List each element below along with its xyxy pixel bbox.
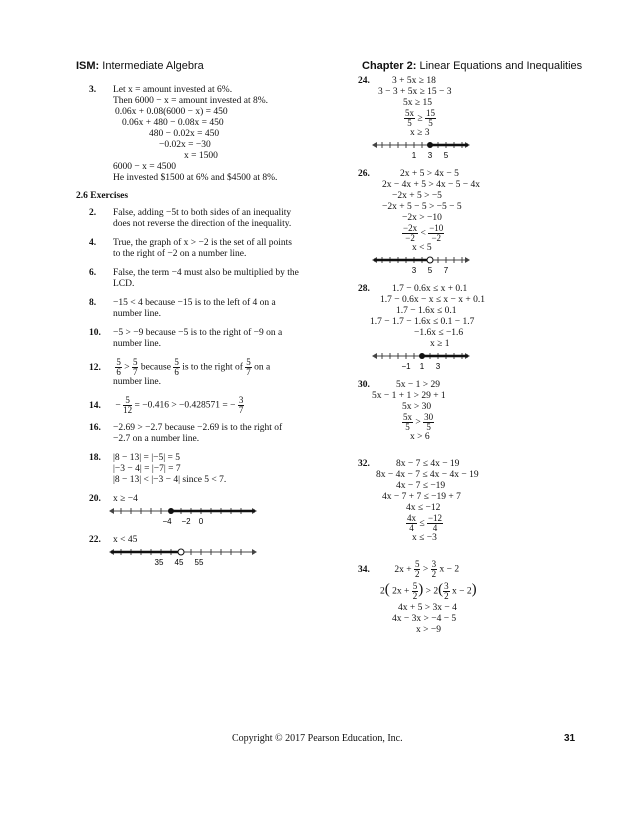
problem-number: 24. xyxy=(358,76,370,86)
relation: ≤ xyxy=(419,518,425,529)
fraction xyxy=(414,560,421,579)
tick-label: 45 xyxy=(174,558,184,567)
fraction xyxy=(443,582,450,601)
equation-line: |−3 − 4| = |−7| = 7 xyxy=(113,464,181,474)
text-fragment: because xyxy=(140,362,171,373)
numerator: −10 xyxy=(429,223,444,233)
numerator: 3 xyxy=(431,559,437,569)
denominator: 5 xyxy=(426,422,431,432)
equation-line: 5x − 1 > 29 xyxy=(396,380,440,390)
denominator: 7 xyxy=(238,405,244,415)
equation-line: −2x + 5 > −5 xyxy=(392,191,442,201)
right-column xyxy=(358,76,598,636)
numerator: 5 xyxy=(246,357,251,367)
equation-line: 1.7 − 1.6x ≤ 0.1 xyxy=(396,306,457,316)
denominator: 7 xyxy=(246,367,251,377)
problem-32 xyxy=(358,459,598,544)
fraction xyxy=(427,514,443,533)
text-line: to the right of −2 on a number line. xyxy=(113,249,247,259)
problem-8 xyxy=(89,298,339,320)
text-line: True, the graph of x > −2 is the set of all points xyxy=(113,238,292,248)
tick-label: 1 xyxy=(419,362,425,371)
denominator: 7 xyxy=(132,367,138,377)
problem-number: 14. xyxy=(89,400,101,411)
denominator: 4 xyxy=(432,523,438,533)
text-line: Let x = amount invested at 6%. xyxy=(113,85,233,95)
problem-number: 6. xyxy=(89,268,97,278)
equation-fragment: x − 2 xyxy=(439,564,460,575)
text-line: number line. xyxy=(113,339,162,349)
denominator: 5 xyxy=(428,118,433,128)
equation-fragment: = −0.416 > −0.428571 = − xyxy=(134,400,236,411)
denominator: 4 xyxy=(409,523,414,533)
minus-sign: − xyxy=(115,400,121,411)
running-header-right xyxy=(362,60,582,72)
problem-number: 28. xyxy=(358,284,370,294)
problem-3 xyxy=(89,85,339,184)
closed-endpoint xyxy=(168,508,174,514)
equation-line: |8 − 13| = |−5| = 5 xyxy=(113,453,181,463)
tick-label: −4 xyxy=(162,517,172,526)
tick-label: 5 xyxy=(443,151,449,160)
numerator: 5x xyxy=(403,412,412,422)
coefficient: 2 xyxy=(380,586,385,597)
tick-label: −2 xyxy=(181,517,191,526)
numerator: −2x xyxy=(403,223,418,233)
problem-number: 3. xyxy=(89,85,97,95)
solution: x ≥ 1 xyxy=(430,339,450,349)
equation-fragment: > 2 xyxy=(425,586,439,597)
problem-28 xyxy=(358,284,598,372)
relation: ≥ xyxy=(417,113,423,124)
equation-line: −1.6x ≤ −1.6 xyxy=(414,328,464,338)
text-line: False, adding −5t to both sides of an inequality xyxy=(113,208,292,218)
equation-line: 1.7 − 0.6x ≤ x + 0.1 xyxy=(392,284,468,294)
solution: x > −9 xyxy=(416,625,441,635)
tick-label: 3 xyxy=(427,151,433,160)
equation-line: 8x − 4x − 7 ≤ 4x − 4x − 19 xyxy=(376,470,479,480)
numerator: 5 xyxy=(412,581,418,591)
tick-label: 0 xyxy=(198,517,204,526)
tick-label: −1 xyxy=(401,362,411,371)
tick-label: 1 xyxy=(411,151,417,160)
solution: x < 5 xyxy=(412,243,432,253)
problem-number: 16. xyxy=(89,423,101,433)
problem-number: 10. xyxy=(89,328,101,338)
denominator: 6 xyxy=(174,367,179,377)
numerator: 3 xyxy=(238,395,244,405)
open-endpoint xyxy=(427,257,433,263)
equation-line: |8 − 13| < |−3 − 4| since 5 < 7. xyxy=(113,475,227,485)
equation-line: −2x + 5 − 5 > −5 − 5 xyxy=(382,202,462,212)
book-abbrev: ISM: xyxy=(76,60,100,72)
text-line: Then 6000 − x = amount invested at 8%. xyxy=(113,96,269,106)
relation: < xyxy=(420,228,426,239)
problem-26 xyxy=(358,169,598,276)
fraction xyxy=(123,396,132,415)
number-line xyxy=(109,505,259,527)
text-line: number line. xyxy=(113,309,162,319)
inequality: x < 45 xyxy=(113,535,138,545)
solution: x ≥ 3 xyxy=(410,128,430,138)
problem-number: 2. xyxy=(89,208,97,218)
problem-14 xyxy=(89,396,339,415)
number-line xyxy=(109,546,259,568)
text-line: −5 > −9 because −5 is to the right of −9 on a xyxy=(113,328,283,338)
equation-line: 8x − 7 ≤ 4x − 19 xyxy=(396,459,460,469)
inequality: x ≥ −4 xyxy=(113,494,138,504)
relation: > xyxy=(124,362,130,373)
numerator: 15 xyxy=(425,108,435,118)
denominator: 5 xyxy=(407,118,412,128)
fraction xyxy=(425,109,436,128)
problem-24 xyxy=(358,76,598,161)
closed-endpoint xyxy=(419,353,425,359)
text-line: False, the term −4 must also be multiplied by the xyxy=(113,268,299,278)
tick-label: 7 xyxy=(443,266,449,275)
denominator: −2 xyxy=(431,233,442,243)
numerator: 5 xyxy=(174,357,179,367)
equation-line: 4x ≤ −12 xyxy=(406,503,441,513)
tick-label: 3 xyxy=(435,362,441,371)
denominator: 2 xyxy=(444,591,449,601)
numerator: −12 xyxy=(427,513,443,523)
problem-number: 20. xyxy=(89,494,101,504)
text-fragment: on a xyxy=(254,362,271,373)
equation-line: x = 1500 xyxy=(184,151,218,161)
equation-line: 0.06x + 0.08(6000 − x) = 450 xyxy=(115,107,228,117)
problem-16 xyxy=(89,423,339,445)
fraction xyxy=(115,358,122,377)
equation-line: 3 − 3 + 5x ≥ 15 − 3 xyxy=(378,87,452,97)
problem-22 xyxy=(89,535,339,568)
open-endpoint xyxy=(178,549,184,555)
number-line xyxy=(372,139,472,161)
left-column xyxy=(76,85,339,568)
problem-6 xyxy=(89,268,339,290)
equation-line: −0.02x = −30 xyxy=(159,140,211,150)
equation-fragment: 2x + xyxy=(394,564,412,575)
equation-line: 4x + 5 > 3x − 4 xyxy=(398,603,457,613)
fraction xyxy=(406,514,417,533)
equation-line: 4x − 7 + 7 ≤ −19 + 7 xyxy=(382,492,461,502)
relation: > xyxy=(422,564,429,575)
denominator: 2 xyxy=(414,569,420,579)
chapter-label: Chapter 2: xyxy=(362,60,417,72)
equation-line: 480 − 0.02x = 450 xyxy=(149,129,220,139)
text-line: He invested $1500 at 6% and $4500 at 8%. xyxy=(113,173,278,183)
equation-line: 2x − 4x + 5 > 4x − 5 − 4x xyxy=(382,180,481,190)
number-line xyxy=(372,254,472,276)
numerator: 5x xyxy=(405,108,414,118)
fraction xyxy=(238,396,245,415)
fraction xyxy=(404,109,415,128)
equation-line: −2x > −10 xyxy=(402,213,442,223)
problem-30 xyxy=(358,380,598,443)
numerator: 5 xyxy=(414,559,420,569)
text-fragment: is to the right of xyxy=(182,362,243,373)
problem-12 xyxy=(89,358,339,388)
problem-2 xyxy=(89,208,339,230)
equation-line: 5x > 30 xyxy=(402,402,432,412)
numerator: 5 xyxy=(116,357,121,367)
fraction xyxy=(245,358,252,377)
problem-10 xyxy=(89,328,339,350)
problem-18 xyxy=(89,453,339,486)
text-line: does not reverse the direction of the inequality. xyxy=(113,219,292,229)
denominator: 2 xyxy=(431,569,437,579)
problem-number: 18. xyxy=(89,453,101,463)
number-line xyxy=(372,350,472,372)
tick-label: 55 xyxy=(194,558,204,567)
fraction xyxy=(431,560,438,579)
text-line: LCD. xyxy=(113,279,135,289)
solution: x > 6 xyxy=(410,432,430,442)
denominator: 5 xyxy=(405,422,410,432)
equation-fragment: x − 2 xyxy=(451,586,472,597)
copyright-footer: Copyright © 2017 Pearson Education, Inc. xyxy=(232,733,403,744)
problem-number: 30. xyxy=(358,380,370,390)
fraction xyxy=(173,358,180,377)
equation-fragment: 2x + xyxy=(392,586,410,597)
running-header-left xyxy=(76,60,204,72)
problem-number: 12. xyxy=(89,362,101,373)
equation-line: 6000 − x = 4500 xyxy=(113,162,176,172)
numerator: 4x xyxy=(407,513,416,523)
text-line: −2.7 on a number line. xyxy=(113,434,200,444)
fraction xyxy=(428,224,444,243)
problem-number: 32. xyxy=(358,459,370,469)
denominator: 6 xyxy=(116,367,121,377)
equation-line: 5x ≥ 15 xyxy=(403,98,432,108)
problem-number: 26. xyxy=(358,169,370,179)
fraction xyxy=(423,413,434,432)
equation-line: 4x − 3x > −4 − 5 xyxy=(392,614,457,624)
equation-line: 1.7 − 0.6x − x ≤ x − x + 0.1 xyxy=(380,295,486,305)
text-line: number line. xyxy=(113,377,162,387)
relation: > xyxy=(415,417,421,428)
tick-label: 35 xyxy=(154,558,164,567)
numerator: 3 xyxy=(444,581,449,591)
denominator: −2 xyxy=(405,233,415,243)
problem-34: 34. 2x + $\frac{5}{2}$ > $\frac{3}{2}$ x − 2 2( 2x + $\frac{5}{2}$ ) > 2( $\frac{3}{2}$ x − 2) 4x + 5 > 3x − 4 4x − 3x > −4 − 5 x > −9 xyxy=(358,560,598,636)
problem-20 xyxy=(89,494,339,527)
fraction xyxy=(402,413,413,432)
numerator: 5 xyxy=(123,396,132,406)
equation-line: 1.7 − 1.7 − 1.6x ≤ 0.1 − 1.7 xyxy=(370,317,475,327)
fraction xyxy=(132,358,139,377)
problem-number: 34. xyxy=(358,564,370,575)
page-number: 31 xyxy=(564,733,576,744)
fraction xyxy=(402,224,418,243)
problem-number: 4. xyxy=(89,238,97,248)
problem-number: 8. xyxy=(89,298,97,308)
numerator: 30 xyxy=(424,412,434,422)
problem-4 xyxy=(89,238,339,260)
denominator: 12 xyxy=(123,405,133,415)
equation-line: 0.06x + 480 − 0.08x = 450 xyxy=(122,118,224,128)
numerator: 5 xyxy=(132,357,138,367)
section-heading: 2.6 Exercises xyxy=(76,191,129,201)
tick-label: 3 xyxy=(411,266,417,275)
equation-line: 4x − 7 ≤ −19 xyxy=(396,481,446,491)
book-title: Intermediate Algebra xyxy=(99,60,204,72)
chapter-title: Linear Equations and Inequalities xyxy=(416,60,583,72)
equation-line: 3 + 5x ≥ 18 xyxy=(392,76,436,86)
text-line: −2.69 > −2.7 because −2.69 is to the right of xyxy=(113,423,283,433)
solution: x ≤ −3 xyxy=(412,533,437,543)
equation-line: 2x + 5 > 4x − 5 xyxy=(400,169,459,179)
denominator: 2 xyxy=(412,591,418,601)
text-line: −15 < 4 because −15 is to the left of 4 on a xyxy=(113,298,276,308)
tick-label: 5 xyxy=(427,266,433,275)
closed-endpoint xyxy=(427,142,433,148)
problem-number: 22. xyxy=(89,535,101,545)
equation-line: 5x − 1 + 1 > 29 + 1 xyxy=(372,391,446,401)
